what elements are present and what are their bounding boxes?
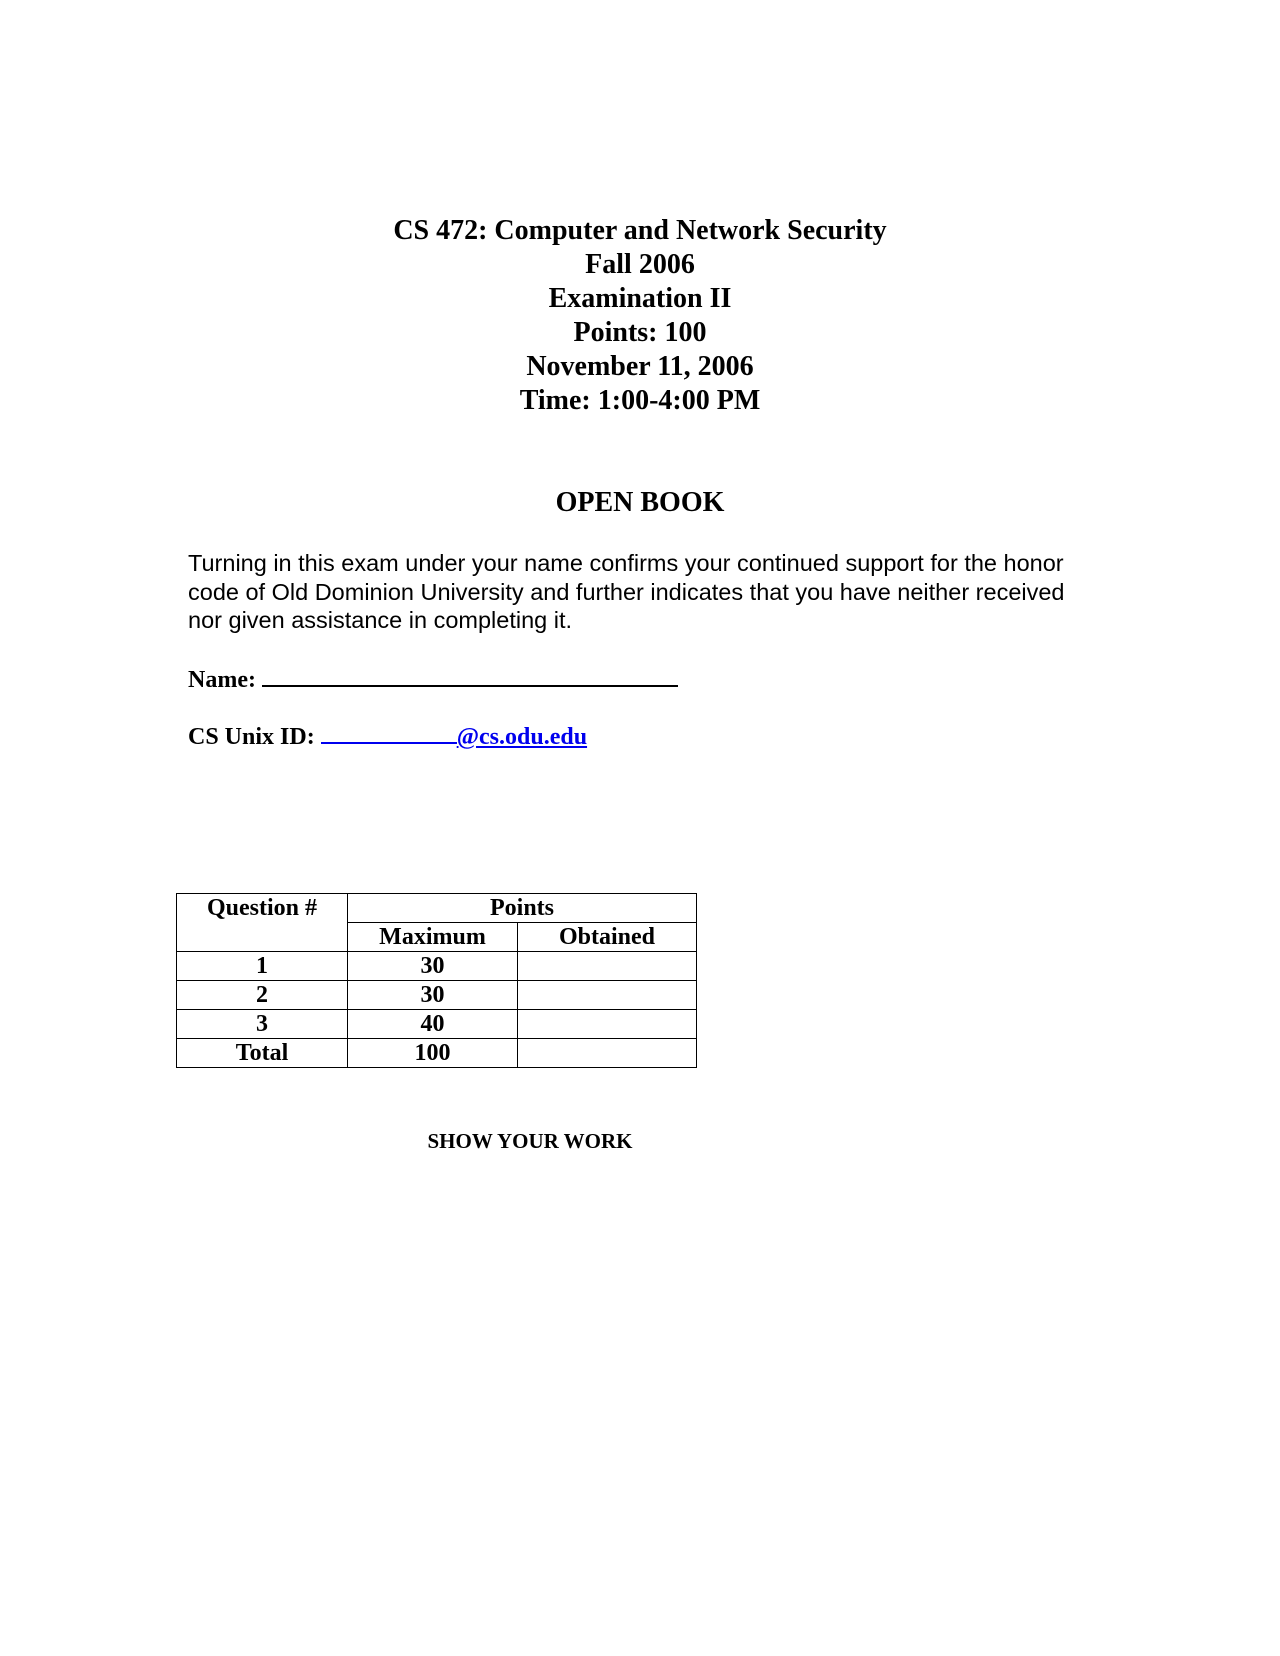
exam-time: Time: 1:00-4:00 PM (519, 385, 761, 416)
maximum-header: Maximum (348, 923, 518, 952)
course-title: CS 472: Computer and Network Security (393, 215, 887, 246)
name-label: Name: (188, 667, 256, 693)
question-cell: 1 (177, 952, 348, 981)
obtained-cell[interactable] (518, 981, 697, 1010)
obtained-cell[interactable] (518, 1010, 697, 1039)
question-header: Question # (177, 894, 348, 952)
question-cell: 2 (177, 981, 348, 1010)
name-blank-line[interactable] (262, 663, 678, 687)
semester: Fall 2006 (585, 249, 695, 280)
unix-id-email-link[interactable] (321, 724, 587, 750)
total-maximum-cell: 100 (348, 1039, 518, 1068)
unix-id-field (188, 720, 587, 752)
obtained-header: Obtained (518, 923, 697, 952)
open-book-label: OPEN BOOK (555, 487, 725, 518)
table-total-row (177, 1039, 697, 1068)
exam-date: November 11, 2006 (526, 351, 754, 382)
question-cell: 3 (177, 1010, 348, 1039)
points-header: Points (348, 894, 697, 923)
total-label-cell: Total (177, 1039, 348, 1068)
total-obtained-cell[interactable] (518, 1039, 697, 1068)
exam-header (0, 214, 1280, 418)
maximum-cell: 30 (348, 952, 518, 981)
table-header-row (177, 894, 697, 923)
exam-title: Examination II (548, 283, 732, 314)
honor-statement: Turning in this exam under your name confirms your continued support for the honor code of Old Dominion University and further indicates that you have neither received nor given assistance in completing it. (188, 550, 1065, 633)
table-row (177, 981, 697, 1010)
name-field (188, 663, 678, 695)
obtained-cell[interactable] (518, 952, 697, 981)
unix-id-label: CS Unix ID: (188, 724, 315, 750)
table-row (177, 952, 697, 981)
maximum-cell: 40 (348, 1010, 518, 1039)
show-work-note: SHOW YOUR WORK (427, 1129, 633, 1153)
table-row (177, 1010, 697, 1039)
exam-points: Points: 100 (573, 317, 707, 348)
maximum-cell: 30 (348, 981, 518, 1010)
unix-id-domain: @cs.odu.edu (456, 724, 588, 750)
score-table (176, 893, 697, 1068)
unix-id-blank-line (321, 720, 457, 744)
